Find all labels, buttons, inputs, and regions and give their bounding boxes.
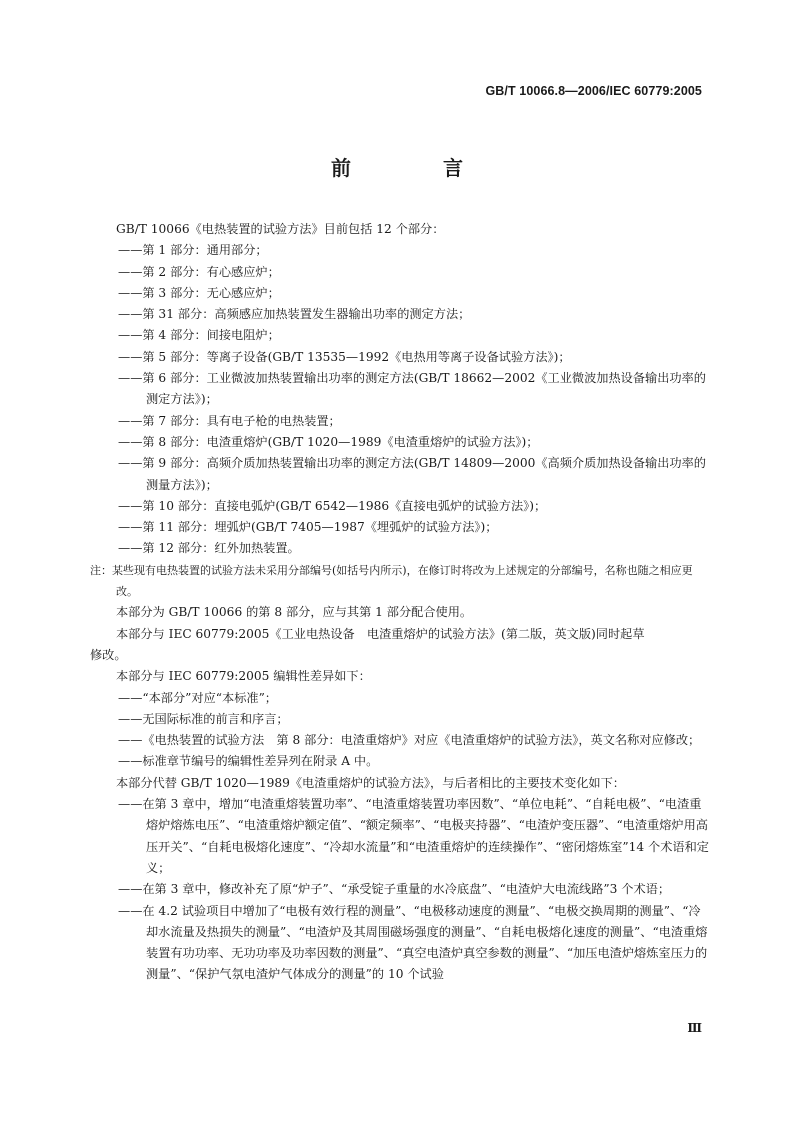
- list-item: ——在 4.2 试验项目中增加了“电极有效行程的测量”、“电极移动速度的测量”、“电极交换周期的测量”、“冷却水流量及热损失的测量”、“电渣炉及其周围磁场强度的测量”、“自耗电极熔化速度的测量”、“电渣重熔装置有功功率、无功功率及功率因数的测量”、“真空电渣炉真空参数的测量”、“加压电渣炉熔炼室压力的测量”、“保护气氛电渣炉气体成分的测量”的 10 个试验: [118, 903, 708, 982]
- list-item: ——第 3 部分：无心感应炉；: [118, 285, 280, 300]
- part-paragraph: 本部分为 GB/T 10066 的第 8 部分，应与其第 1 部分配合使用。: [116, 605, 473, 620]
- list-item: ——第 4 部分：间接电阻炉；: [118, 328, 280, 343]
- list-item: ——第 9 部分：高频介质加热装置输出功率的测定方法(GB/T 14809—2000《高频介质加热设备输出功率的测量方法》)；: [118, 456, 706, 492]
- list-item: ——第 2 部分：有心感应炉；: [118, 264, 280, 279]
- list-item: ——“本部分”对应“本标准”；: [118, 690, 277, 705]
- list-item: ——第 1 部分：通用部分；: [118, 243, 268, 258]
- list-item: ——第 10 部分：直接电弧炉(GB/T 6542—1986《直接电弧炉的试验方法》)；: [118, 498, 547, 513]
- list-item: ——第 6 部分：工业微波加热装置输出功率的测定方法(GB/T 18662—2002《工业微波加热设备输出功率的测定方法》)；: [118, 371, 706, 407]
- list-item: ——标准章节编号的编辑性差异列在附录 A 中。: [118, 754, 379, 769]
- adoption-paragraph: 本部分与 IEC 60779:2005《工业电热设备 电渣重熔炉的试验方法》(第二版，英文版)同时起草: [116, 626, 645, 641]
- list-item: ——在第 3 章中，增加“电渣重熔装置功率”、“电渣重熔装置功率因数”、“单位电耗”、“自耗电极”、“电渣重熔炉熔炼电压”、“电渣重熔炉额定值”、“额定频率”、“电极夹持器”、“电渣炉变压器”、“电渣重熔炉用高压开关”、“自耗电极熔化速度”、“冷却水流量”和“电渣重熔炉的连续操作”、“密闭熔炼室”14 个术语和定义；: [118, 797, 709, 875]
- foreword-body: [90, 219, 710, 986]
- list-item: ——无国际标准的前言和序言；: [118, 711, 289, 726]
- note: 注：某些现有电热装置的试验方法未采用分部编号(如括号内所示)，在修订时将改为上述规定的分部编号，名称也随之相应更改。: [90, 563, 693, 599]
- page-number: Ⅲ: [687, 1021, 702, 1035]
- intro-paragraph: GB/T 10066《电热装置的试验方法》目前包括 12 个部分：: [116, 222, 445, 236]
- list-item: ——第 5 部分：等离子设备(GB/T 13535—1992《电热用等离子设备试验方法》)；: [118, 349, 571, 364]
- list-item: ——《电热装置的试验方法 第 8 部分：电渣重熔炉》对应《电渣重熔炉的试验方法》，英文名称对应修改；: [118, 733, 701, 748]
- adoption-paragraph-cont: 修改。: [90, 647, 127, 662]
- standard-number: GB/T 10066.8—2006/IEC 60779:2005: [485, 84, 702, 98]
- list-item: ——第 31 部分：高频感应加热装置发生器输出功率的测定方法；: [118, 307, 471, 322]
- list-item: ——第 12 部分：红外加热装置。: [118, 541, 300, 556]
- differences-paragraph: 本部分与 IEC 60779:2005 编辑性差异如下：: [116, 669, 371, 684]
- list-item: ——第 11 部分：埋弧炉(GB/T 7405—1987《埋弧炉的试验方法》)；: [118, 520, 498, 535]
- list-item: ——第 8 部分：电渣重熔炉(GB/T 1020—1989《电渣重熔炉的试验方法》)；: [118, 434, 539, 449]
- page-title: 前 言: [331, 156, 499, 180]
- list-item: ——第 7 部分：具有电子枪的电热装置；: [118, 413, 341, 428]
- list-item: ——在第 3 章中，修改补充了原“炉子”、“承受锭子重量的水冷底盘”、“电渣炉大电流线路”3 个术语；: [118, 882, 671, 897]
- replacement-paragraph: 本部分代替 GB/T 1020—1989《电渣重熔炉的试验方法》，与后者相比的主要技术变化如下：: [116, 775, 625, 790]
